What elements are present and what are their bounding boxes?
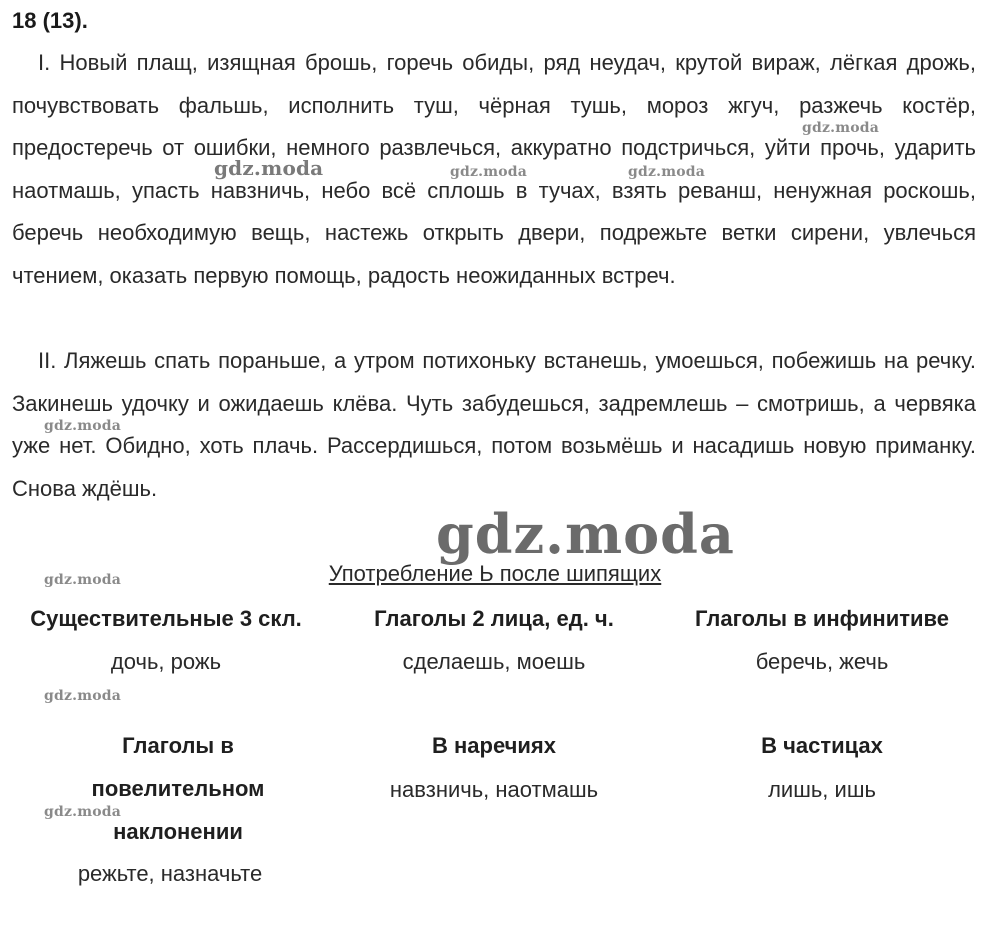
watermark-large: gdz.moda xyxy=(436,502,735,566)
watermark: gdz.moda xyxy=(44,804,122,820)
column-header-infinitive: Глаголы в инфинитиве xyxy=(694,606,950,631)
column-header-imperative: Глаголы в повелительном наклонении xyxy=(91,733,265,844)
watermark: gdz.moda xyxy=(802,120,880,136)
watermark: gdz.moda xyxy=(44,688,122,704)
column-header-particles: В частицах xyxy=(761,733,883,758)
column-header-adverbs: В наречиях xyxy=(431,733,557,758)
watermark: gdz.moda xyxy=(44,418,122,434)
exercise-number: 18 (13). xyxy=(12,8,88,33)
watermark: gdz.moda xyxy=(44,572,122,588)
watermark: gdz.moda xyxy=(628,164,706,180)
table-title: Употребление Ь после шипящих xyxy=(328,561,662,586)
examples-verbs-2nd-person: сделаешь, моешь xyxy=(402,649,586,674)
watermark: gdz.moda xyxy=(450,164,528,180)
watermark: gdz.moda xyxy=(214,156,324,180)
column-header-nouns: Существительные 3 скл. xyxy=(30,606,302,631)
paragraph-1: I. Новый плащ, изящная брошь, горечь обиды, ряд неудач, крутой вираж, лёгкая дрожь, почувствовать фальшь, исполнить туш, чёрная тушь, мороз жгуч, разжечь костёр, предостеречь от ошибки, немного развлечься, аккуратно подстричься, уйти прочь, ударить наотмашь, упасть навзничь, небо всё сплошь в тучах, взять реванш, ненужная роскошь, беречь необходимую вещь, настежь открыть двери, подрежьте ветки сирени, увлечься чтением, оказать первую помощь, радость неожиданных встреч. xyxy=(12,50,976,288)
examples-adverbs: навзничь, наотмашь xyxy=(389,777,599,802)
examples-infinitive: беречь, жечь xyxy=(755,649,889,674)
examples-nouns: дочь, рожь xyxy=(110,649,222,674)
paragraph-2: II. Ляжешь спать пораньше, а утром потихоньку встанешь, умоешься, побежишь на речку. Закинешь удочку и ожидаешь клёва. Чуть забудешься, задремлешь – смотришь, а червяка уже нет. Обидно, хоть плачь. Рассердишься, потом возьмёшь и насадишь новую приманку. Снова ждёшь. xyxy=(12,348,976,501)
examples-particles: лишь, ишь xyxy=(768,777,876,802)
examples-imperative: режьте, назначьте xyxy=(77,861,263,886)
column-header-verbs-2nd-person: Глаголы 2 лица, ед. ч. xyxy=(374,606,614,631)
